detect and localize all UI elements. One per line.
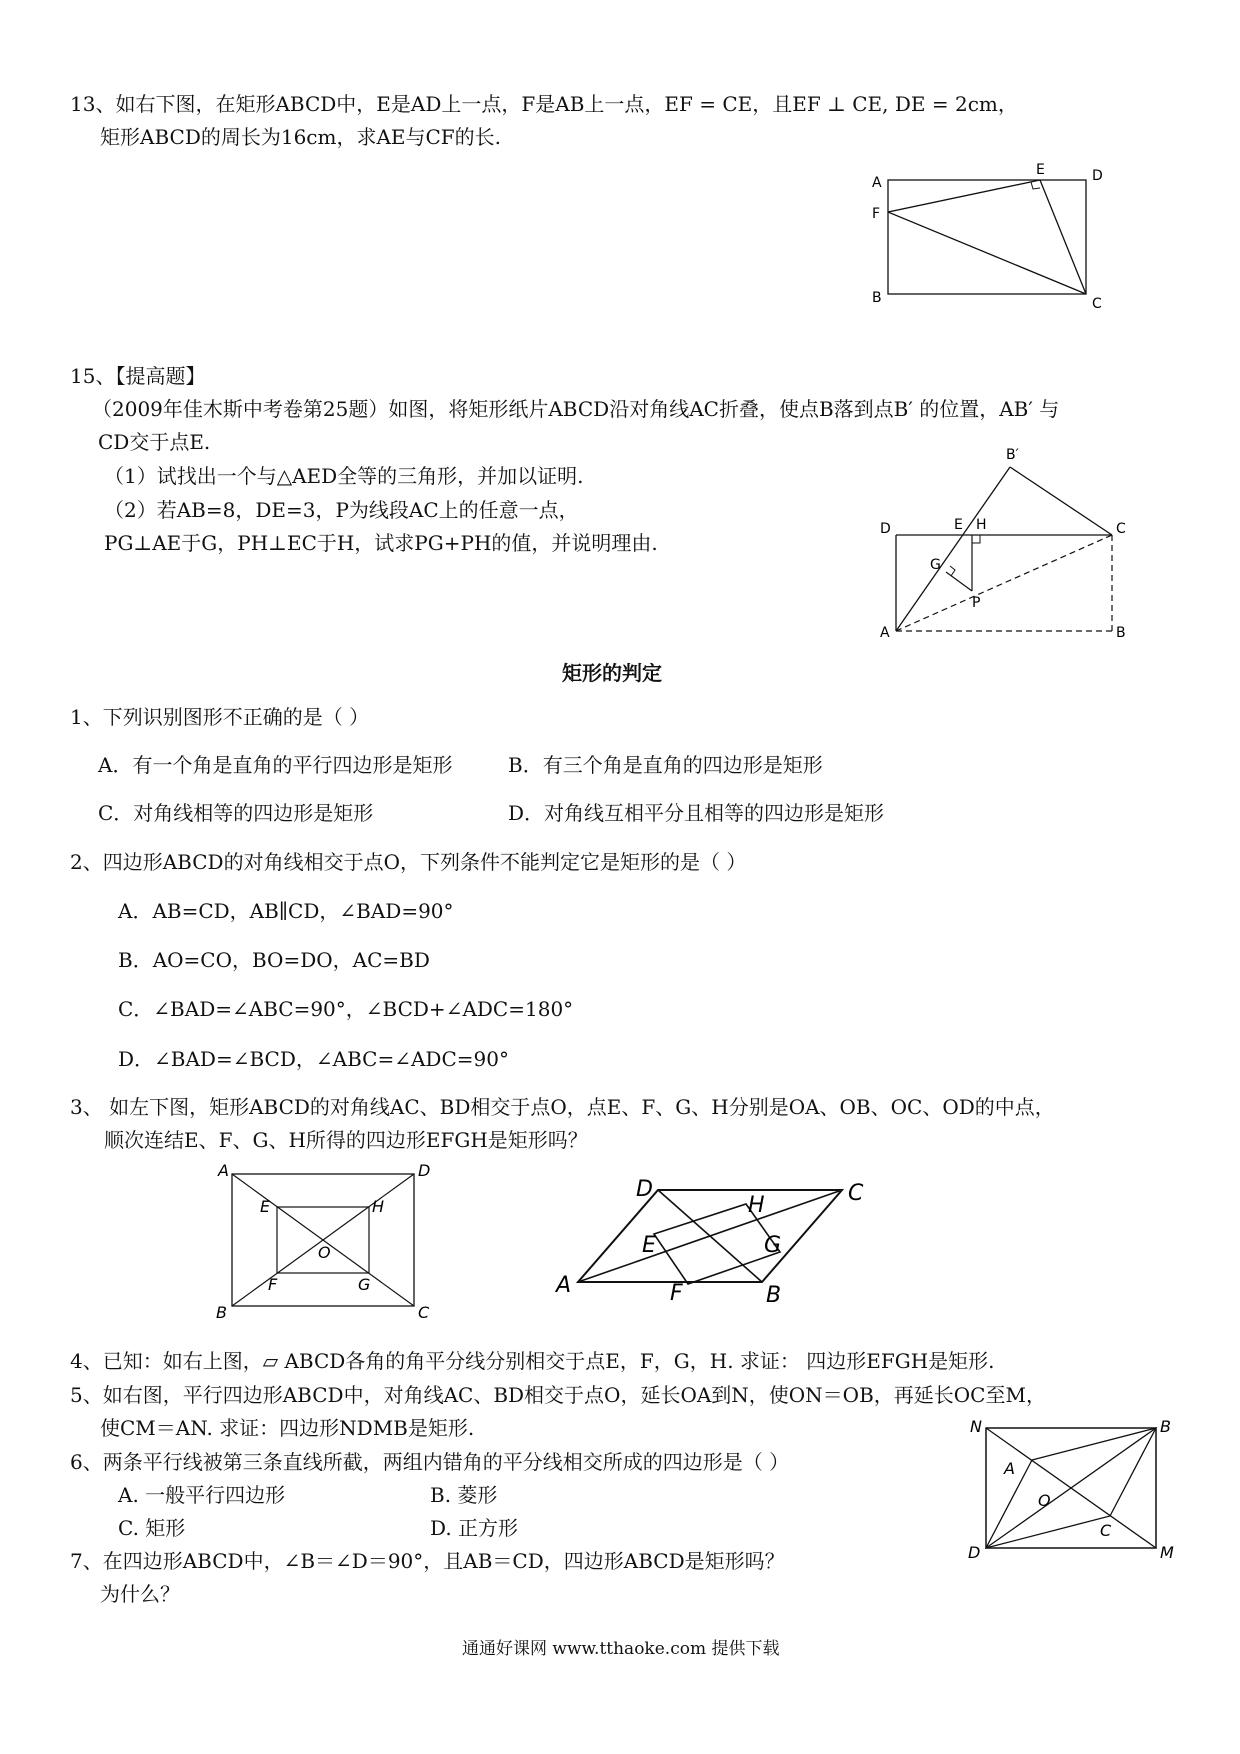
p4-parallelogram-figure bbox=[550, 1170, 890, 1320]
p3-fig2-label-a: A bbox=[556, 1273, 572, 1298]
q13-label-a: A bbox=[872, 175, 882, 191]
p3-fig2-label-g: G bbox=[764, 1233, 782, 1258]
p5-label-c: C bbox=[1100, 1521, 1112, 1540]
p6-option-d: D. 正方形 bbox=[430, 1516, 519, 1540]
p1-option-d: D．对角线互相平分且相等的四边形是矩形 bbox=[508, 801, 885, 825]
p3-fig2-label-b: B bbox=[766, 1283, 782, 1308]
q15-label-a: A bbox=[880, 625, 890, 641]
p3-line1: 3、 如左下图，矩形ABCD的对角线AC、BD相交于点O，点E、F、G、H分别是OA、OB、OC、OD的中点， bbox=[70, 1095, 1055, 1119]
q15-label-g: G bbox=[930, 557, 941, 573]
p2-stem: 2、四边形ABCD的对角线相交于点O，下列条件不能判定它是矩形的是（ ） bbox=[70, 850, 747, 874]
p3-fig2-label-e: E bbox=[642, 1233, 656, 1258]
p5-label-n: N bbox=[970, 1417, 982, 1436]
p3-rectangle-figure bbox=[210, 1162, 440, 1322]
p3-fig2-label-f: F bbox=[670, 1281, 683, 1306]
q13-label-b: B bbox=[872, 290, 882, 306]
p6-option-c: C. 矩形 bbox=[118, 1516, 186, 1540]
q15-line1: （2009年佳木斯中考卷第25题）如图，将矩形纸片ABCD沿对角线AC折叠，使点B落到点B′ 的位置，AB′ 与 bbox=[92, 397, 1060, 421]
page-footer: 通通好课网 www.tthaoke.com 提供下载 bbox=[462, 1639, 780, 1659]
p6-option-b: B. 菱形 bbox=[430, 1483, 498, 1507]
p3-line2: 顺次连结E、F、G、H所得的四边形EFGH是矩形吗？ bbox=[104, 1128, 588, 1152]
p4-text: 4、已知：如右上图，▱ ABCD各角的角平分线分别相交于点E，F，G，H. 求证： 四边形EFGH是矩形. bbox=[70, 1349, 995, 1373]
q13-label-e: E bbox=[1036, 162, 1045, 178]
p1-stem: 1、下列识别图形不正确的是（ ） bbox=[70, 705, 370, 729]
p3-fig1-label-d: D bbox=[418, 1161, 431, 1180]
p5-label-m: M bbox=[1160, 1543, 1174, 1562]
q15-line3: （1）试找出一个与△AED全等的三角形，并加以证明. bbox=[104, 464, 584, 488]
q15-figure bbox=[870, 445, 1130, 645]
p3-fig1-label-o: O bbox=[318, 1243, 331, 1262]
q15-label-b: B bbox=[1116, 625, 1126, 641]
section-title: 矩形的判定 bbox=[562, 661, 662, 685]
p2-option-b: B．AO=CO，BO=DO，AC=BD bbox=[118, 948, 430, 972]
q13-label-c: C bbox=[1092, 296, 1102, 312]
p5-figure bbox=[960, 1412, 1180, 1562]
q15-label-c: C bbox=[1116, 521, 1126, 537]
p5-label-o: O bbox=[1038, 1491, 1051, 1510]
q15-line4: （2）若AB=8，DE=3，P为线段AC上的任意一点， bbox=[104, 498, 579, 522]
p3-fig1-label-b: B bbox=[216, 1303, 227, 1322]
q15-label-p: P bbox=[972, 595, 981, 611]
p5-label-b: B bbox=[1160, 1417, 1171, 1436]
p7-line1: 7、在四边形ABCD中，∠B＝∠D＝90°，且AB＝CD，四边形ABCD是矩形吗？ bbox=[70, 1549, 785, 1573]
p2-option-a: A．AB=CD，AB∥CD，∠BAD=90° bbox=[118, 899, 454, 923]
p1-option-a: A．有一个角是直角的平行四边形是矩形 bbox=[98, 753, 453, 777]
p5-line2: 使CM＝AN. 求证：四边形NDMB是矩形. bbox=[100, 1416, 475, 1440]
q15-label-d: D bbox=[880, 521, 891, 537]
p5-label-a: A bbox=[1004, 1459, 1015, 1478]
q13-label-f: F bbox=[872, 206, 881, 222]
p3-fig2-label-h: H bbox=[748, 1193, 765, 1218]
p2-option-c: C．∠BAD=∠ABC=90°，∠BCD+∠ADC=180° bbox=[118, 997, 574, 1021]
p6-option-a: A. 一般平行四边形 bbox=[118, 1483, 286, 1507]
q15-label-bprime: B′ bbox=[1006, 447, 1019, 463]
q13-line2: 矩形ABCD的周长为16cm，求AE与CF的长. bbox=[100, 125, 502, 149]
p3-fig1-label-h: H bbox=[372, 1197, 385, 1216]
p3-fig2-label-d: D bbox=[636, 1177, 653, 1202]
q13-line1: 13、如右下图，在矩形ABCD中，E是AD上一点，F是AB上一点，EF = CE，且EF ⊥ CE, DE = 2cm， bbox=[70, 92, 1018, 116]
p3-fig1-label-a: A bbox=[218, 1161, 229, 1180]
p3-fig1-label-c: C bbox=[418, 1303, 430, 1322]
q15-line5: PG⊥AE于G，PH⊥EC于H，试求PG+PH的值，并说明理由. bbox=[104, 531, 658, 555]
p2-option-d: D．∠BAD=∠BCD，∠ABC=∠ADC=90° bbox=[118, 1047, 509, 1071]
p5-label-d: D bbox=[968, 1543, 981, 1562]
q15-label-e: E bbox=[954, 517, 963, 533]
p5-line1: 5、如右图，平行四边形ABCD中，对角线AC、BD相交于点O，延长OA到N，使ON＝OB，再延长OC至M， bbox=[70, 1383, 1046, 1407]
p1-option-b: B．有三个角是直角的四边形是矩形 bbox=[508, 753, 823, 777]
q13-figure bbox=[860, 160, 1103, 320]
q15-label-h: H bbox=[976, 517, 987, 533]
p3-fig1-label-g: G bbox=[358, 1275, 371, 1294]
p7-line2: 为什么？ bbox=[100, 1582, 180, 1606]
q13-label-d: D bbox=[1092, 168, 1103, 184]
p6-stem: 6、两条平行线被第三条直线所截，两组内错角的平分线相交所成的四边形是（ ） bbox=[70, 1450, 790, 1474]
p3-fig2-label-c: C bbox=[848, 1181, 864, 1206]
q15-line2: CD交于点E. bbox=[98, 430, 211, 454]
q15-heading: 15、【提高题】 bbox=[70, 364, 206, 388]
p1-option-c: C．对角线相等的四边形是矩形 bbox=[98, 801, 374, 825]
p3-fig1-label-e: E bbox=[260, 1197, 271, 1216]
p3-fig1-label-f: F bbox=[268, 1275, 278, 1294]
